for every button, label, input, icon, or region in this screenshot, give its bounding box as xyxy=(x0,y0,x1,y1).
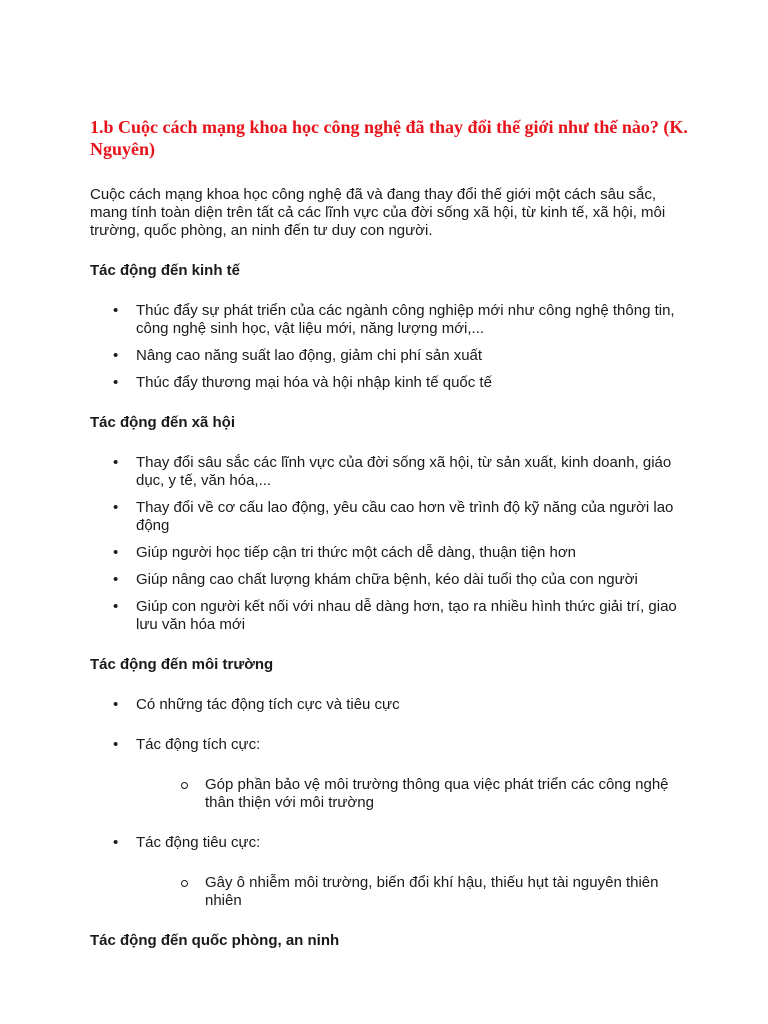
document-title: 1.b Cuộc cách mạng khoa học công nghệ đã thay đổi thế giới như thế nào? (K. Nguyên) xyxy=(90,117,688,159)
heading-society: Tác động đến xã hội xyxy=(90,414,236,431)
heading-defense: Tác động đến quốc phòng, an ninh xyxy=(90,932,340,949)
document-page xyxy=(90,116,690,972)
sub-list-item: Gây ô nhiễm môi trường, biến đổi khí hậu, thiếu hụt tài nguyên thiên nhiên xyxy=(159,874,690,910)
intro-paragraph: Cuộc cách mạng khoa học công nghệ đã và đang thay đổi thế giới một cách sâu sắc, mang tính toàn diện trên tất cả các lĩnh vực của đời sống xã hội, từ kinh tế, xã hội, môi trường, quốc phòng, an ninh đến tư duy con người. xyxy=(90,186,666,239)
negative-sublist xyxy=(136,874,690,910)
list-item: • Giúp con người kết nối với nhau dễ dàng hơn, tạo ra nhiều hình thức giải trí, giao lưu văn hóa mới xyxy=(90,598,690,634)
heading-environment: Tác động đến môi trường xyxy=(90,656,274,673)
list-item: • Thúc đẩy thương mại hóa và hội nhập kinh tế quốc tế xyxy=(90,374,690,392)
list-item: • Có những tác động tích cực và tiêu cực xyxy=(90,696,690,714)
list-item: • Giúp người học tiếp cận tri thức một cách dễ dàng, thuận tiện hơn xyxy=(90,544,690,562)
list-item: • Nâng cao năng suất lao động, giảm chi phí sản xuất xyxy=(90,347,690,365)
list-item: • Giúp nâng cao chất lượng khám chữa bệnh, kéo dài tuổi thọ của con người xyxy=(90,571,690,589)
negative-label: Tác động tiêu cực: xyxy=(136,834,261,851)
list-item-positive xyxy=(90,736,690,812)
sub-list-item: Góp phần bảo vệ môi trường thông qua việc phát triển các công nghệ thân thiện với môi trường xyxy=(159,776,690,812)
positive-sublist xyxy=(136,776,690,812)
list-item-negative xyxy=(90,834,690,910)
economy-list xyxy=(90,302,690,392)
list-item: • Thay đổi sâu sắc các lĩnh vực của đời sống xã hội, từ sản xuất, kinh doanh, giáo dục, y tế, văn hóa,... xyxy=(90,454,690,490)
list-item: • Thay đổi về cơ cấu lao động, yêu cầu cao hơn về trình độ kỹ năng của người lao động xyxy=(90,499,690,535)
positive-label: Tác động tích cực: xyxy=(136,736,261,753)
list-item: • Thúc đẩy sự phát triển của các ngành công nghiệp mới như công nghệ thông tin, công nghệ sinh học, vật liệu mới, năng lượng mới,... xyxy=(90,302,690,338)
society-list xyxy=(90,454,690,634)
heading-economy: Tác động đến kinh tế xyxy=(90,262,241,279)
environment-list xyxy=(90,696,690,910)
